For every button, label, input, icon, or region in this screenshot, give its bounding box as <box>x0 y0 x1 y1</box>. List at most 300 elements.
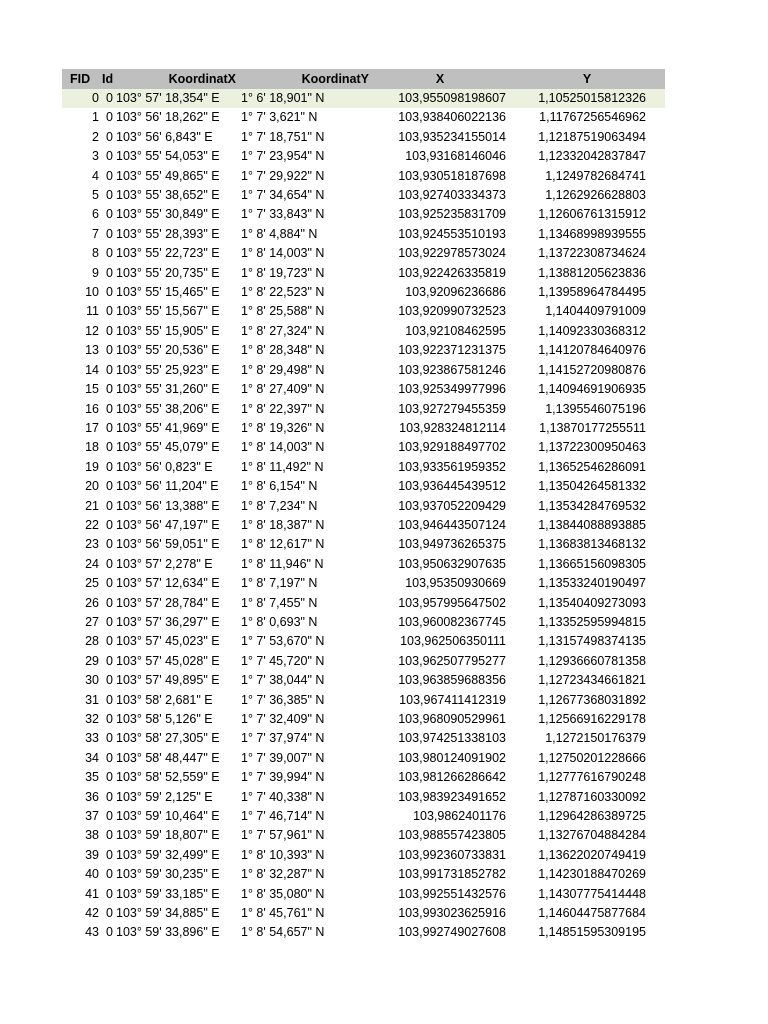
cell-koordinatx: 103° 57' 36,297" E <box>116 614 220 629</box>
cell-y: 1,13652546286091 <box>538 459 646 474</box>
cell-fid: 10 <box>85 285 99 300</box>
cell-y: 1,13504264581332 <box>538 479 646 494</box>
cell-x: 103,962507795277 <box>398 653 506 668</box>
cell-id: 0 <box>106 692 113 707</box>
cell-id: 0 <box>106 246 113 261</box>
table-row[interactable] <box>62 497 665 516</box>
cell-x: 103,927279455359 <box>398 401 506 416</box>
cell-y: 1,13844088893885 <box>538 517 646 532</box>
cell-y: 1,14307775414448 <box>538 886 646 901</box>
cell-id: 0 <box>106 595 113 610</box>
cell-koordinaty: 1° 8' 14,003" N <box>241 440 325 455</box>
cell-id: 0 <box>106 731 113 746</box>
cell-koordinaty: 1° 8' 22,397" N <box>241 401 325 416</box>
cell-koordinatx: 103° 55' 30,849" E <box>116 207 220 222</box>
table-header-row <box>62 69 665 89</box>
table-row[interactable] <box>62 400 665 419</box>
cell-fid: 35 <box>85 770 99 785</box>
table-row[interactable] <box>62 613 665 632</box>
cell-koordinaty: 1° 7' 39,994" N <box>241 770 325 785</box>
cell-y: 1,11767256546962 <box>539 110 646 125</box>
table-row[interactable] <box>62 205 665 224</box>
cell-koordinatx: 103° 58' 48,447" E <box>116 750 220 765</box>
cell-koordinaty: 1° 7' 39,007" N <box>241 750 325 765</box>
cell-koordinaty: 1° 8' 28,348" N <box>241 343 325 358</box>
cell-koordinatx: 103° 56' 11,204" E <box>116 479 219 494</box>
cell-x: 103,935234155014 <box>398 129 506 144</box>
coordinate-table <box>62 69 665 943</box>
cell-koordinaty: 1° 7' 57,961" N <box>241 828 325 843</box>
cell-koordinatx: 103° 58' 27,305" E <box>116 731 220 746</box>
cell-y: 1,14851595309195 <box>538 925 646 940</box>
column-header-koordinatx[interactable]: KoordinatX <box>168 72 236 86</box>
table-row[interactable] <box>62 555 665 574</box>
cell-koordinaty: 1° 7' 34,654" N <box>241 188 325 203</box>
cell-y: 1,12566916229178 <box>538 712 646 726</box>
cell-y: 1,12332042837847 <box>538 149 646 164</box>
cell-y: 1,14604475877684 <box>538 906 646 921</box>
cell-koordinaty: 1° 7' 36,385" N <box>241 692 325 707</box>
cell-koordinaty: 1° 7' 46,714" N <box>241 809 325 824</box>
cell-id: 0 <box>106 498 113 513</box>
cell-id: 0 <box>106 207 113 222</box>
table-row[interactable] <box>62 788 665 807</box>
cell-x: 103,992749027608 <box>398 925 506 940</box>
cell-y: 1,13534284769532 <box>538 498 646 513</box>
cell-id: 0 <box>106 168 113 183</box>
cell-koordinaty: 1° 8' 22,523" N <box>241 285 325 300</box>
cell-koordinaty: 1° 6' 18,901" N <box>241 91 325 105</box>
attribute-table <box>62 69 665 943</box>
cell-x: 103,933561959352 <box>398 459 506 474</box>
cell-fid: 31 <box>85 692 99 707</box>
cell-x: 103,980124091902 <box>398 750 506 765</box>
cell-id: 0 <box>106 226 113 241</box>
table-row[interactable] <box>62 438 665 457</box>
cell-koordinaty: 1° 8' 27,409" N <box>241 382 325 397</box>
cell-x: 103,988557423805 <box>398 828 506 843</box>
cell-id: 0 <box>106 750 113 765</box>
cell-fid: 39 <box>85 847 99 862</box>
cell-y: 1,12964286389725 <box>538 809 646 824</box>
cell-x: 103,920990732523 <box>398 304 506 319</box>
table-row[interactable] <box>62 768 665 787</box>
column-header-id[interactable]: Id <box>102 72 114 86</box>
cell-fid: 38 <box>85 828 99 843</box>
cell-y: 1,13958964784495 <box>538 285 646 300</box>
cell-koordinatx: 103° 55' 38,652" E <box>116 188 220 203</box>
cell-koordinaty: 1° 7' 18,751" N <box>241 129 325 144</box>
cell-koordinatx: 103° 55' 49,865" E <box>116 168 220 183</box>
cell-koordinaty: 1° 8' 29,498" N <box>241 362 325 377</box>
cell-koordinaty: 1° 8' 25,588" N <box>241 304 325 319</box>
table-row[interactable] <box>62 729 665 748</box>
cell-x: 103,957995647502 <box>398 595 506 610</box>
cell-y: 1,1249782684741 <box>545 168 646 183</box>
cell-id: 0 <box>106 362 113 377</box>
cell-y: 1,12187519063494 <box>538 129 646 144</box>
cell-y: 1,1272150176379 <box>545 731 646 746</box>
cell-koordinaty: 1° 8' 11,492" N <box>241 459 324 474</box>
cell-fid: 23 <box>85 537 99 552</box>
cell-koordinatx: 103° 56' 18,262" E <box>116 110 220 125</box>
cell-y: 1,13468998939555 <box>538 226 646 241</box>
cell-fid: 40 <box>85 867 99 882</box>
cell-koordinaty: 1° 8' 19,326" N <box>241 420 325 435</box>
cell-koordinaty: 1° 8' 19,723" N <box>241 265 325 280</box>
cell-fid: 30 <box>85 673 99 688</box>
cell-x: 103,963859688356 <box>398 673 506 688</box>
cell-koordinatx: 103° 55' 45,079" E <box>116 440 220 455</box>
table-row[interactable] <box>62 108 665 127</box>
cell-fid: 36 <box>85 789 99 804</box>
cell-y: 1,12787160330092 <box>538 789 646 804</box>
cell-x: 103,981266286642 <box>398 770 506 785</box>
table-row[interactable] <box>62 710 665 729</box>
cell-y: 1,13722308734624 <box>538 246 646 261</box>
column-header-y[interactable]: Y <box>582 72 592 86</box>
cell-fid: 28 <box>85 634 99 649</box>
cell-koordinaty: 1° 7' 3,621" N <box>241 110 318 125</box>
cell-id: 0 <box>106 634 113 649</box>
cell-fid: 41 <box>85 886 99 901</box>
cell-x: 103,92108462595 <box>405 323 506 338</box>
cell-x: 103,95350930669 <box>405 576 506 591</box>
cell-y: 1,12750201228666 <box>538 750 646 765</box>
table-row[interactable] <box>62 477 665 496</box>
cell-fid: 34 <box>85 750 99 765</box>
cell-koordinatx: 103° 59' 32,499" E <box>116 847 220 862</box>
cell-id: 0 <box>106 420 113 435</box>
cell-koordinatx: 103° 55' 20,536" E <box>116 343 220 358</box>
cell-koordinatx: 103° 57' 18,354" E <box>116 91 220 105</box>
cell-fid: 26 <box>85 595 99 610</box>
cell-y: 1,13157498374135 <box>538 634 646 649</box>
cell-fid: 2 <box>92 129 99 144</box>
cell-x: 103,991731852782 <box>398 867 506 882</box>
cell-id: 0 <box>106 925 113 940</box>
cell-id: 0 <box>106 673 113 688</box>
table-row[interactable] <box>62 458 665 477</box>
cell-id: 0 <box>106 576 113 591</box>
table-row[interactable] <box>62 826 665 845</box>
cell-koordinatx: 103° 58' 5,126" E <box>116 712 213 726</box>
cell-fid: 42 <box>85 906 99 921</box>
cell-y: 1,1262926628803 <box>545 188 646 203</box>
table-row[interactable] <box>62 147 665 166</box>
cell-fid: 1 <box>92 110 99 125</box>
cell-fid: 6 <box>92 207 99 222</box>
cell-fid: 33 <box>85 731 99 746</box>
cell-koordinatx: 103° 56' 0,823" E <box>116 459 213 474</box>
cell-fid: 7 <box>92 226 99 241</box>
column-header-koordinaty[interactable]: KoordinatY <box>301 72 369 86</box>
cell-koordinatx: 103° 59' 34,885" E <box>116 906 220 921</box>
table-row[interactable] <box>62 574 665 593</box>
cell-fid: 27 <box>85 614 99 629</box>
cell-koordinaty: 1° 8' 7,455" N <box>241 595 318 610</box>
table-row[interactable] <box>62 632 665 651</box>
column-header-fid[interactable]: FID <box>70 72 91 86</box>
table-row[interactable] <box>62 167 665 186</box>
cell-id: 0 <box>106 440 113 455</box>
cell-koordinatx: 103° 55' 41,969" E <box>116 420 220 435</box>
cell-koordinaty: 1° 7' 33,843" N <box>241 207 325 222</box>
cell-koordinaty: 1° 8' 0,693" N <box>241 614 318 629</box>
cell-x: 103,938406022136 <box>398 110 506 125</box>
cell-koordinaty: 1° 8' 4,884" N <box>241 226 318 241</box>
table-row[interactable] <box>62 186 665 205</box>
cell-fid: 21 <box>85 498 99 513</box>
cell-y: 1,13722300950463 <box>538 440 646 455</box>
cell-koordinaty: 1° 8' 10,393" N <box>241 847 325 862</box>
cell-id: 0 <box>106 847 113 862</box>
cell-y: 1,12723434661821 <box>538 673 646 688</box>
cell-y: 1,14230188470269 <box>538 867 646 882</box>
cell-koordinatx: 103° 57' 45,023" E <box>116 634 220 649</box>
cell-id: 0 <box>106 653 113 668</box>
cell-x: 103,950632907635 <box>398 556 506 571</box>
cell-fid: 16 <box>85 401 99 416</box>
cell-id: 0 <box>106 401 113 416</box>
cell-koordinaty: 1° 7' 37,974" N <box>241 731 325 746</box>
cell-koordinaty: 1° 8' 7,197" N <box>241 576 318 591</box>
table-row[interactable] <box>62 904 665 923</box>
cell-y: 1,14094691906935 <box>538 382 646 397</box>
cell-fid: 8 <box>92 246 99 261</box>
table-row[interactable] <box>62 749 665 768</box>
cell-koordinatx: 103° 55' 54,053" E <box>116 149 220 164</box>
cell-id: 0 <box>106 556 113 571</box>
cell-x: 103,967411412319 <box>399 692 506 707</box>
cell-koordinatx: 103° 59' 18,807" E <box>116 828 220 843</box>
cell-y: 1,13665156098305 <box>538 556 646 571</box>
cell-fid: 19 <box>85 459 99 474</box>
table-row[interactable] <box>62 807 665 826</box>
cell-y: 1,12677368031892 <box>538 692 646 707</box>
cell-id: 0 <box>106 110 113 125</box>
cell-x: 103,992551432576 <box>398 886 506 901</box>
cell-koordinatx: 103° 57' 2,278" E <box>116 556 213 571</box>
cell-fid: 13 <box>85 343 99 358</box>
cell-fid: 15 <box>85 382 99 397</box>
cell-fid: 3 <box>92 149 99 164</box>
table-row[interactable] <box>62 341 665 360</box>
cell-x: 103,992360733831 <box>398 847 506 862</box>
cell-y: 1,10525015812326 <box>538 91 646 105</box>
cell-id: 0 <box>106 770 113 785</box>
cell-koordinatx: 103° 55' 31,260" E <box>116 382 220 397</box>
table-row[interactable] <box>62 302 665 321</box>
cell-id: 0 <box>106 459 113 474</box>
cell-fid: 11 <box>86 304 99 319</box>
table-row[interactable] <box>62 264 665 283</box>
cell-id: 0 <box>106 906 113 921</box>
cell-id: 0 <box>106 517 113 532</box>
cell-koordinaty: 1° 7' 32,409" N <box>241 712 325 726</box>
cell-y: 1,13622020749419 <box>538 847 646 862</box>
cell-y: 1,14120784640976 <box>538 343 646 358</box>
cell-fid: 9 <box>92 265 99 280</box>
cell-fid: 22 <box>85 517 99 532</box>
cell-x: 103,928324812114 <box>399 420 506 435</box>
cell-id: 0 <box>106 91 113 105</box>
cell-x: 103,924553510193 <box>398 226 506 241</box>
cell-x: 103,92096236686 <box>405 285 506 300</box>
table-row[interactable] <box>62 419 665 438</box>
cell-x: 103,937052209429 <box>398 498 506 513</box>
cell-y: 1,13881205623836 <box>538 265 646 280</box>
table-row[interactable] <box>62 225 665 244</box>
cell-koordinatx: 103° 55' 15,465" E <box>116 285 220 300</box>
cell-fid: 5 <box>92 188 99 203</box>
table-row[interactable] <box>62 516 665 535</box>
cell-koordinaty: 1° 7' 45,720" N <box>241 653 325 668</box>
cell-id: 0 <box>106 323 113 338</box>
cell-koordinatx: 103° 55' 28,393" E <box>116 226 220 241</box>
cell-koordinatx: 103° 56' 59,051" E <box>116 537 220 552</box>
cell-koordinatx: 103° 58' 52,559" E <box>116 770 220 785</box>
cell-y: 1,13683813468132 <box>538 537 646 552</box>
cell-koordinatx: 103° 58' 2,681" E <box>116 692 213 707</box>
cell-x: 103,93168146046 <box>405 149 506 164</box>
cell-x: 103,983923491652 <box>398 789 506 804</box>
cell-koordinatx: 103° 59' 33,185" E <box>116 886 220 901</box>
cell-y: 1,1404409791009 <box>545 304 646 319</box>
cell-id: 0 <box>106 537 113 552</box>
cell-fid: 12 <box>85 323 99 338</box>
cell-fid: 37 <box>85 809 99 824</box>
cell-koordinaty: 1° 8' 7,234" N <box>241 498 318 513</box>
cell-x: 103,930518187698 <box>398 168 506 183</box>
cell-fid: 32 <box>85 712 99 726</box>
cell-y: 1,12777616790248 <box>538 770 646 785</box>
cell-koordinaty: 1° 8' 45,761" N <box>241 906 325 921</box>
table-row[interactable] <box>62 128 665 147</box>
cell-y: 1,13276704884284 <box>538 828 646 843</box>
cell-id: 0 <box>106 343 113 358</box>
table-row[interactable] <box>62 244 665 263</box>
cell-y: 1,12606761315912 <box>538 207 646 222</box>
cell-koordinaty: 1° 8' 6,154" N <box>241 479 318 494</box>
table-row[interactable] <box>62 652 665 671</box>
cell-y: 1,13540409273093 <box>538 595 646 610</box>
cell-koordinaty: 1° 8' 18,387" N <box>241 517 325 532</box>
cell-koordinatx: 103° 57' 45,028" E <box>116 653 220 668</box>
cell-x: 103,993023625916 <box>398 906 506 921</box>
cell-koordinatx: 103° 55' 22,723" E <box>116 246 220 261</box>
cell-fid: 0 <box>92 91 99 105</box>
cell-fid: 17 <box>85 420 99 435</box>
cell-y: 1,14152720980876 <box>538 362 646 377</box>
cell-koordinaty: 1° 8' 27,324" N <box>241 323 325 338</box>
cell-koordinatx: 103° 59' 33,896" E <box>116 925 220 940</box>
cell-x: 103,949736265375 <box>398 537 506 552</box>
cell-id: 0 <box>106 149 113 164</box>
table-row[interactable] <box>62 594 665 613</box>
cell-id: 0 <box>106 129 113 144</box>
cell-id: 0 <box>106 188 113 203</box>
cell-x: 103,955098198607 <box>398 91 506 105</box>
table-row[interactable] <box>62 535 665 554</box>
cell-y: 1,12936660781358 <box>538 653 646 668</box>
cell-y: 1,14092330368312 <box>538 323 646 338</box>
cell-x: 103,929188497702 <box>398 440 506 455</box>
table-row[interactable] <box>62 283 665 302</box>
cell-koordinatx: 103° 57' 49,895" E <box>116 673 220 688</box>
cell-koordinaty: 1° 8' 32,287" N <box>241 867 325 882</box>
cell-koordinatx: 103° 56' 47,197" E <box>116 517 220 532</box>
table-row[interactable] <box>62 361 665 380</box>
cell-koordinatx: 103° 59' 10,464" E <box>116 809 220 824</box>
cell-koordinatx: 103° 55' 15,567" E <box>116 304 220 319</box>
cell-x: 103,9862401176 <box>413 809 506 824</box>
cell-id: 0 <box>106 265 113 280</box>
table-row[interactable] <box>62 322 665 341</box>
cell-x: 103,925235831709 <box>398 207 506 222</box>
table-row-selected[interactable] <box>62 89 665 108</box>
table-row[interactable] <box>62 885 665 904</box>
cell-y: 1,13533240190497 <box>538 576 646 591</box>
cell-x: 103,923867581246 <box>398 362 506 377</box>
cell-koordinatx: 103° 59' 2,125" E <box>116 789 213 804</box>
cell-fid: 14 <box>85 362 99 377</box>
cell-id: 0 <box>106 614 113 629</box>
cell-x: 103,925349977996 <box>398 382 506 397</box>
cell-fid: 18 <box>85 440 99 455</box>
cell-x: 103,946443507124 <box>398 517 506 532</box>
cell-y: 1,1395546075196 <box>545 401 646 416</box>
cell-koordinaty: 1° 8' 11,946" N <box>241 556 324 571</box>
cell-x: 103,922426335819 <box>398 265 506 280</box>
cell-id: 0 <box>106 479 113 494</box>
cell-y: 1,13352595994815 <box>538 614 646 629</box>
cell-koordinaty: 1° 7' 38,044" N <box>241 673 325 688</box>
cell-koordinatx: 103° 55' 15,905" E <box>116 323 220 338</box>
table-row[interactable] <box>62 671 665 690</box>
cell-koordinatx: 103° 55' 25,923" E <box>116 362 220 377</box>
cell-koordinaty: 1° 8' 54,657" N <box>241 925 325 940</box>
cell-koordinatx: 103° 56' 13,388" E <box>116 498 220 513</box>
table-row[interactable] <box>62 865 665 884</box>
cell-id: 0 <box>106 712 113 726</box>
cell-id: 0 <box>106 828 113 843</box>
cell-koordinatx: 103° 56' 6,843" E <box>116 129 213 144</box>
column-header-x[interactable]: X <box>435 72 445 86</box>
cell-id: 0 <box>106 789 113 804</box>
cell-x: 103,936445439512 <box>398 479 506 494</box>
table-row[interactable] <box>62 691 665 710</box>
cell-koordinaty: 1° 7' 40,338" N <box>241 789 325 804</box>
cell-id: 0 <box>106 285 113 300</box>
cell-fid: 4 <box>92 168 99 183</box>
table-row[interactable] <box>62 923 665 942</box>
cell-koordinatx: 103° 55' 20,735" E <box>116 265 220 280</box>
cell-id: 0 <box>106 382 113 397</box>
cell-koordinaty: 1° 8' 14,003" N <box>241 246 325 261</box>
cell-y: 1,13870177255511 <box>539 420 646 435</box>
cell-fid: 29 <box>85 653 99 668</box>
cell-koordinatx: 103° 55' 38,206" E <box>116 401 220 416</box>
cell-id: 0 <box>106 886 113 901</box>
cell-fid: 43 <box>85 925 99 940</box>
cell-x: 103,968090529961 <box>398 712 506 726</box>
table-body <box>62 89 665 943</box>
table-row[interactable] <box>62 380 665 399</box>
table-row[interactable] <box>62 846 665 865</box>
cell-koordinatx: 103° 59' 30,235" E <box>116 867 220 882</box>
cell-id: 0 <box>106 867 113 882</box>
